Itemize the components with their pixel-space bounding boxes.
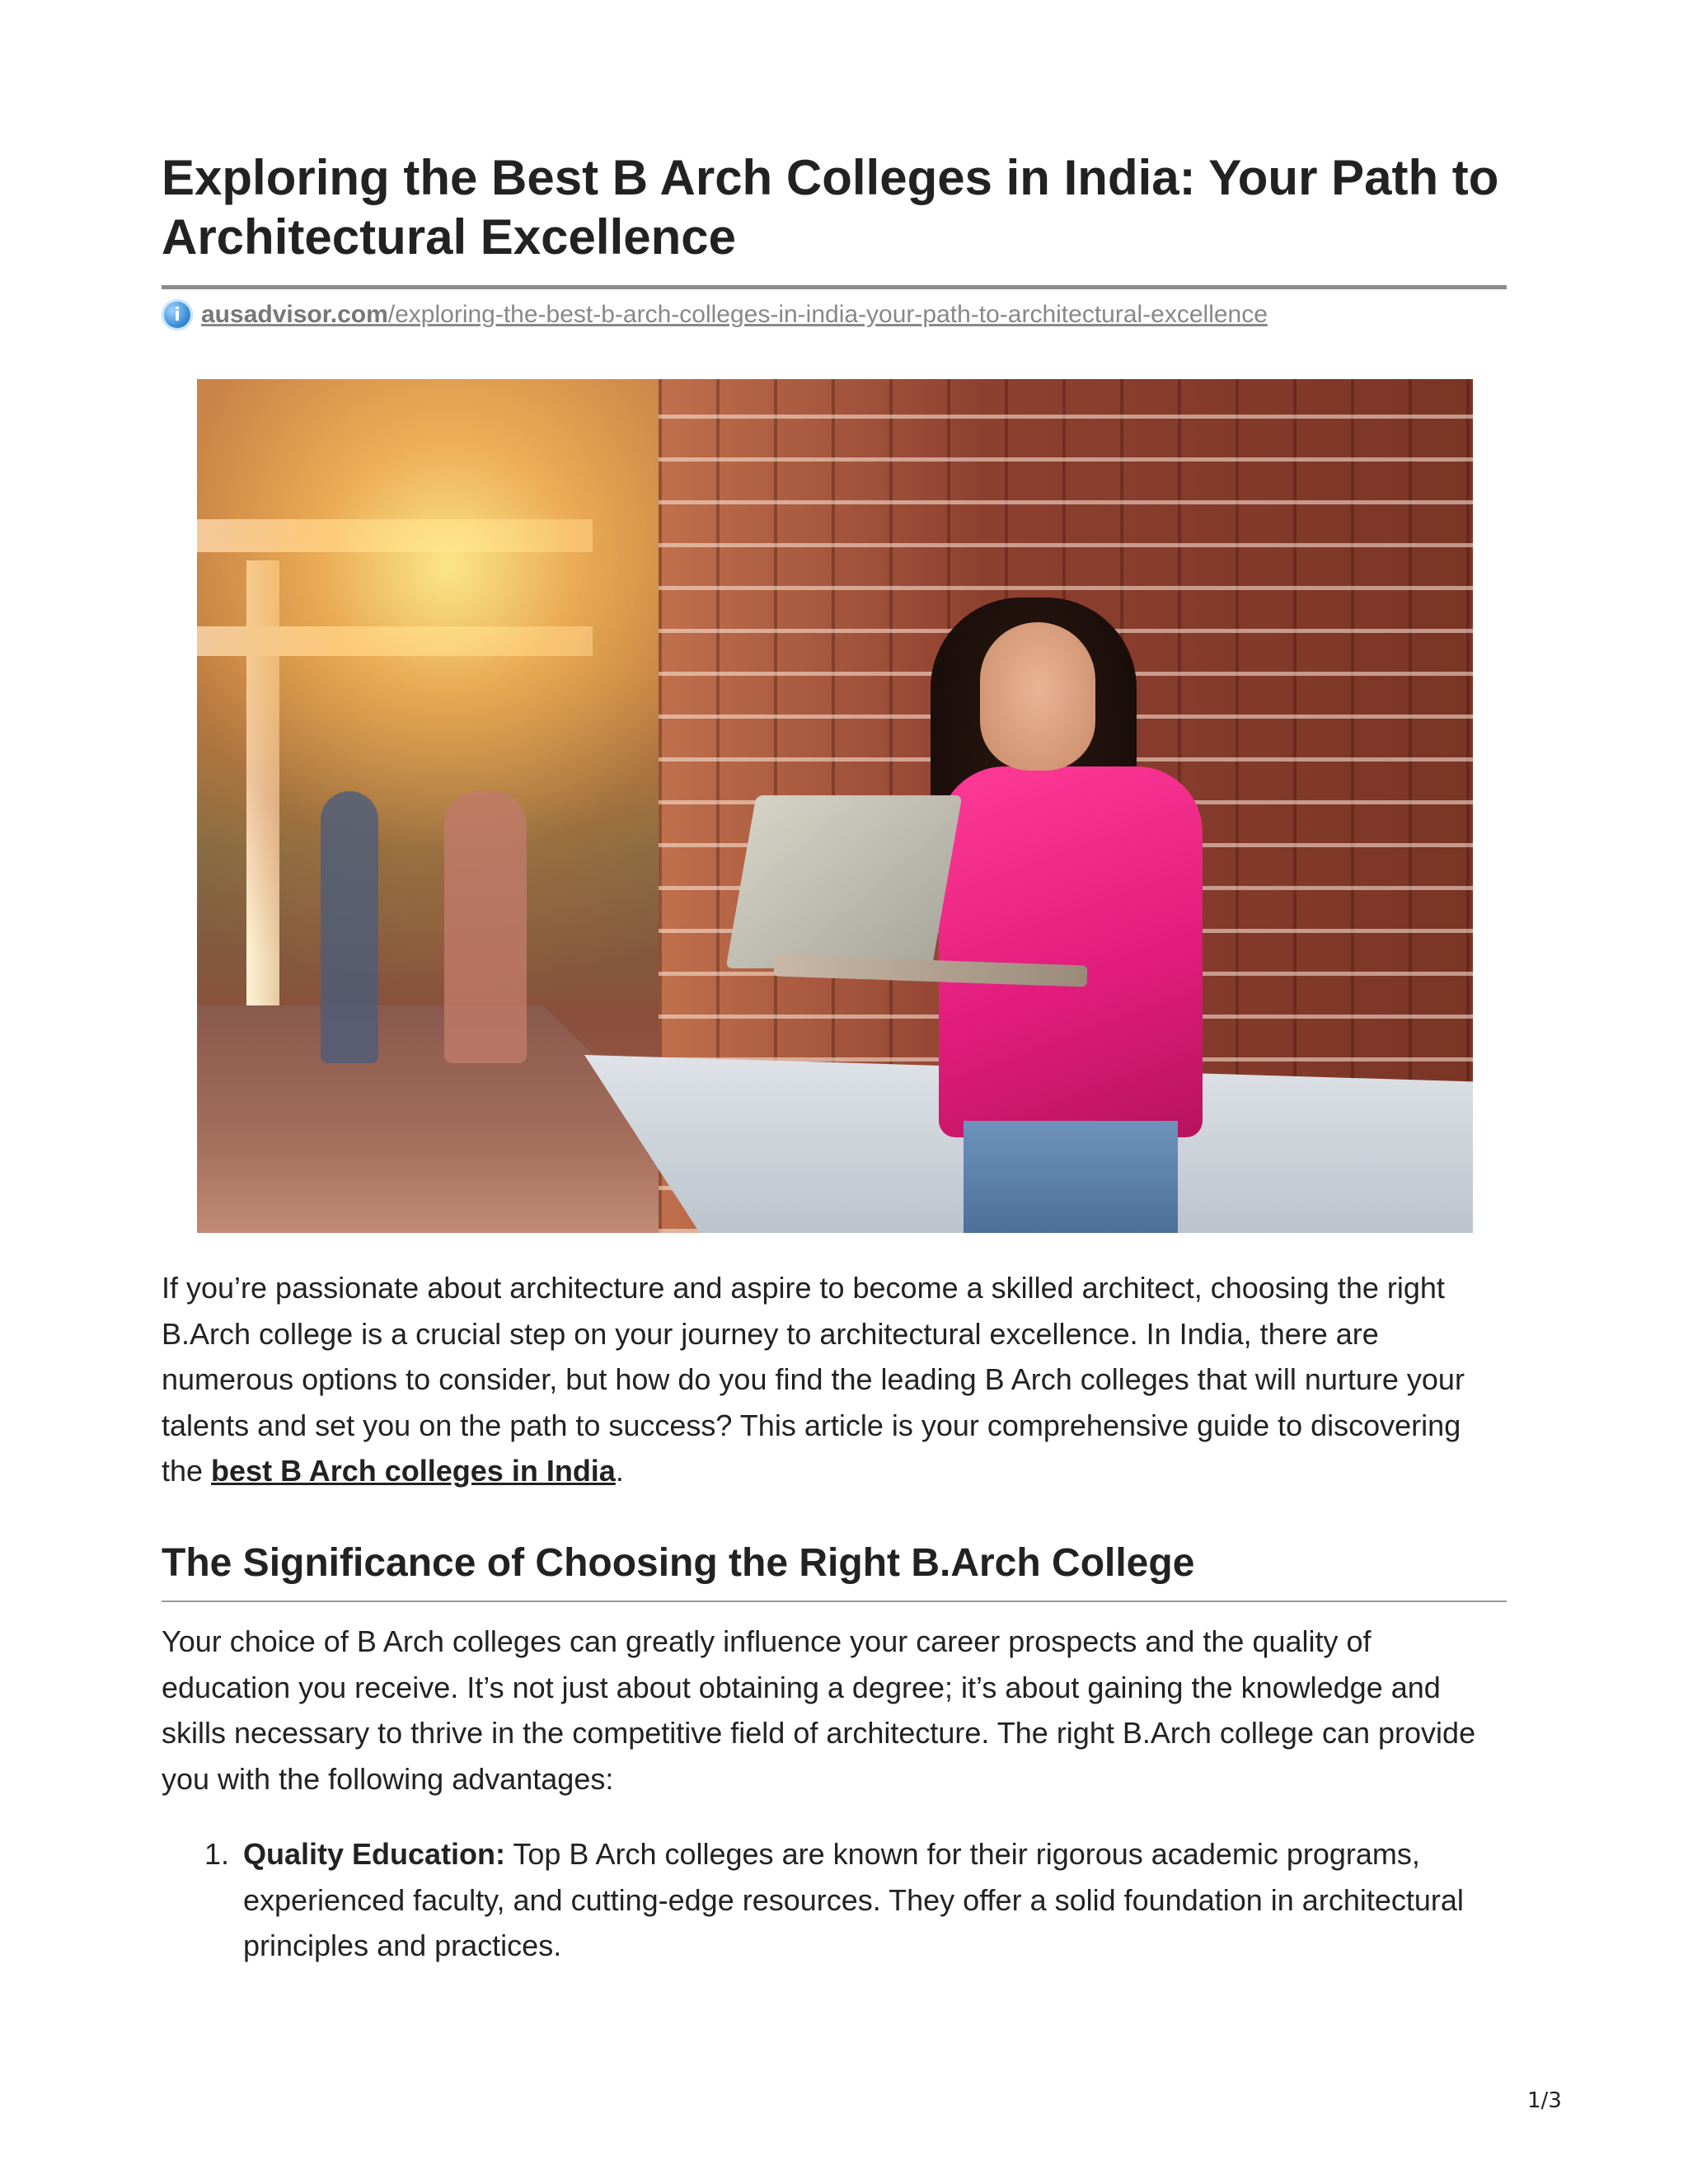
hero-woman-shirt xyxy=(939,766,1203,1137)
hero-student-background xyxy=(444,791,527,1063)
source-path: /exploring-the-best-b-arch-colleges-in-india-your-path-to-architectural-excellence xyxy=(387,301,1268,328)
article-title: Exploring the Best B Arch Colleges in India: Your Path to Architectural Excellence xyxy=(162,150,1499,265)
intro-text: If you’re passionate about architecture and aspire to become a skilled architect, choosing the right B.Arch college is a crucial step on your journey to architectural excellence. In India, there are numerous options to consider, but how do you find the leading B Arch colleges that will nurture your talents and set you on the path to success? This article is your comprehensive guide to discovering the xyxy=(162,1271,1465,1488)
page-number: 1/3 xyxy=(1527,2088,1562,2113)
best-b-arch-colleges-link[interactable]: best B Arch colleges in India xyxy=(211,1454,616,1488)
title-divider xyxy=(162,285,1507,289)
intro-paragraph xyxy=(162,1265,1507,1494)
source-domain: ausadvisor.com xyxy=(201,301,388,328)
source-url-row xyxy=(162,298,1268,331)
list-item-term: Quality Education: xyxy=(243,1837,506,1871)
advantages-list xyxy=(162,1831,1507,1969)
hero-student-background xyxy=(321,791,378,1063)
intro-period: . xyxy=(615,1454,624,1488)
hero-woman-jeans xyxy=(964,1121,1178,1233)
source-url-link[interactable] xyxy=(201,301,1268,329)
section-paragraph: Your choice of B Arch colleges can greatly influence your career prospects and the quality of education you receive. It’s not just about obtaining a degree; it’s about gaining the knowledge and skills necessary to thrive in the competitive field of architecture. The right B.Arch college can provide you with the following advantages: xyxy=(162,1624,1476,1796)
site-favicon-icon xyxy=(162,299,193,330)
list-item xyxy=(162,1831,1479,1969)
hero-woman-face xyxy=(980,622,1095,771)
hero-laptop xyxy=(725,795,962,968)
list-item-number: 1. xyxy=(204,1837,230,1871)
list-item-text: Top B Arch colleges are known for their rigorous academic programs, experienced faculty, and cutting-edge resources. They offer a solid foundation in architectural principles and practices. xyxy=(243,1837,1464,1962)
hero-image xyxy=(197,379,1473,1233)
section-heading: The Significance of Choosing the Right B.Arch College xyxy=(162,1541,1195,1585)
section-divider xyxy=(162,1601,1507,1602)
